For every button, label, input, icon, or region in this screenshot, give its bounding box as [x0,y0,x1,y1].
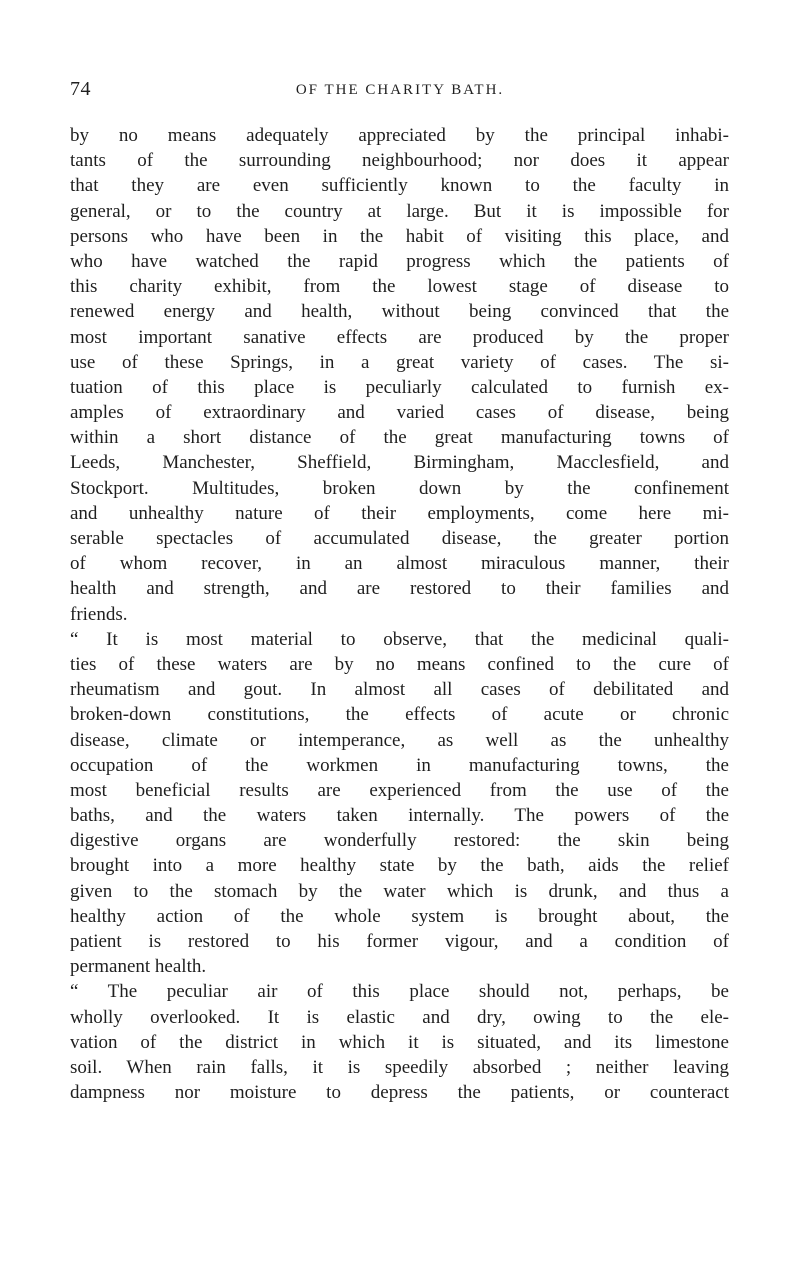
text-line: healthy action of the whole system is brought about, the [70,905,729,927]
text-line: rheumatism and gout. In almost all cases of debilitated and [70,679,729,701]
text-line: “ It is most material to observe, that the medicinal quali- [70,628,729,650]
page-header [70,78,730,108]
text-line: friends. [70,603,128,625]
text-line: general, or to the country at large. But it is impossible for [70,200,729,222]
text-line: baths, and the waters taken internally. The powers of the [70,805,729,827]
text-line: use of these Springs, in a great variety of cases. The si- [70,351,729,373]
text-line: amples of extraordinary and varied cases of disease, being [70,402,729,424]
text-line: Stockport. Multitudes, broken down by the confinement [70,477,729,499]
text-line: health and strength, and are restored to their families and [70,578,729,600]
text-line: that they are even sufficiently known to the faculty in [70,175,729,197]
text-line: digestive organs are wonderfully restored: the skin being [70,830,729,852]
text-line: tuation of this place is peculiarly calculated to furnish ex- [70,376,729,398]
text-line: Leeds, Manchester, Sheffield, Birmingham, Macclesfield, and [70,452,729,474]
text-line: ties of these waters are by no means confined to the cure of [70,653,729,675]
text-line: soil. When rain falls, it is speedily absorbed ; neither leaving [70,1056,729,1078]
text-line: brought into a more healthy state by the bath, aids the relief [70,855,729,877]
text-line: “ The peculiar air of this place should not, perhaps, be [70,981,729,1003]
text-line: persons who have been in the habit of visiting this place, and [70,225,729,247]
page-number: 74 [70,78,91,100]
text-line: of whom recover, in an almost miraculous manner, their [70,553,729,575]
running-title: OF THE CHARITY BATH. [295,82,505,98]
text-line: wholly overlooked. It is elastic and dry, owing to the ele- [70,1006,729,1028]
text-line: occupation of the workmen in manufacturing towns, the [70,754,729,776]
text-line: most important sanative effects are produced by the proper [70,326,729,348]
text-line: who have watched the rapid progress which the patients of [70,250,729,272]
body-text [70,123,729,1105]
text-line: by no means adequately appreciated by the principal inhabi- [70,125,729,146]
text-line: vation of the district in which it is situated, and its limestone [70,1031,729,1053]
text-line: serable spectacles of accumulated disease, the greater portion [70,528,729,549]
text-line: within a short distance of the great manufacturing towns of [70,427,729,449]
text-line: dampness nor moisture to depress the patients, or counteract [70,1082,729,1104]
text-line: this charity exhibit, from the lowest stage of disease to [70,276,729,298]
text-line: and unhealthy nature of their employments, come here mi- [70,502,729,524]
text-line: given to the stomach by the water which is drunk, and thus a [70,880,729,902]
text-line: most beneficial results are experienced from the use of the [70,779,729,801]
text-line: disease, climate or intemperance, as well as the unhealthy [70,729,729,751]
text-line: broken-down constitutions, the effects of acute or chronic [70,704,729,726]
text-line: tants of the surrounding neighbourhood; nor does it appear [70,150,729,172]
text-line: permanent health. [70,956,207,978]
text-line: renewed energy and health, without being convinced that the [70,301,729,323]
text-line: patient is restored to his former vigour, and a condition of [70,931,729,952]
